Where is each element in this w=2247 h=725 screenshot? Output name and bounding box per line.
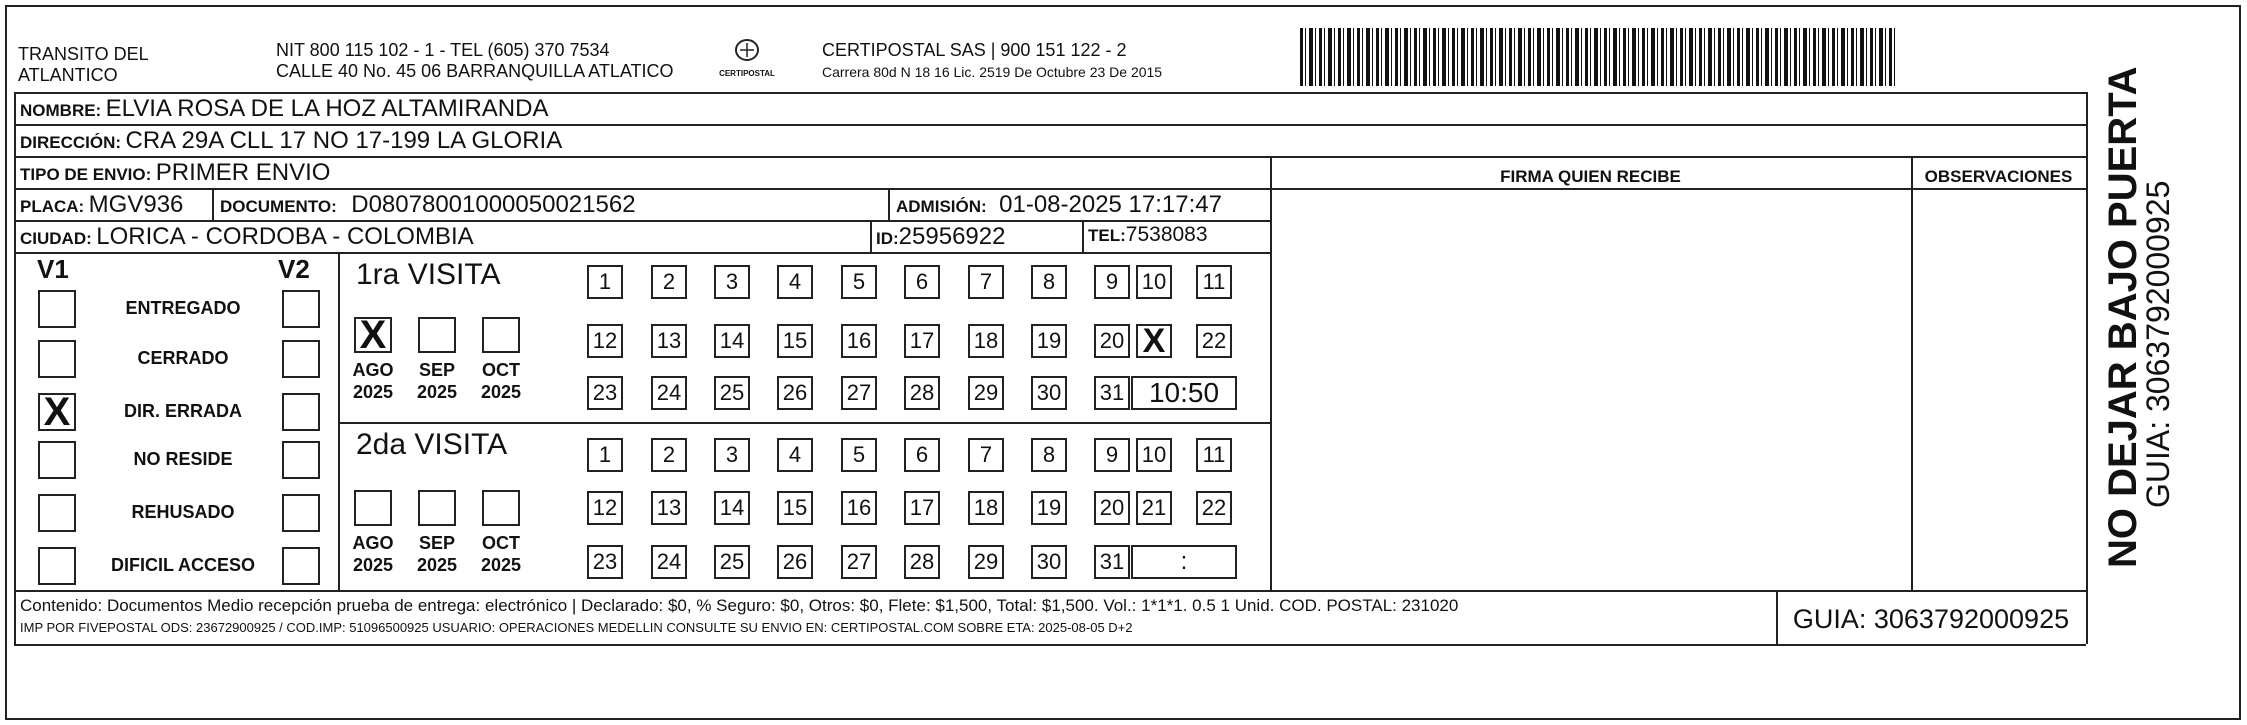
col-line-id [870,220,872,252]
first-visit-day-box[interactable]: 18 [968,324,1004,358]
second-visit-day-box[interactable]: 12 [587,491,623,525]
v2-checkbox[interactable] [282,494,320,532]
second-visit-day-box[interactable]: 16 [841,491,877,525]
documento-label: DOCUMENTO: [220,197,337,216]
month-label [407,359,467,403]
footer-imp: IMP POR FIVEPOSTAL ODS: 23672900925 / COD.IMP: 51096500925 USUARIO: OPERACIONES MEDELLIN CONSULTE SU ENVIO EN: CERTIPOSTAL.COM SOBRE ETA: 2025-08-05 D+2 [20,620,1133,635]
footer-contenido: Contenido: Documentos Medio recepción prueba de entrega: electrónico | Declarado: $0, % Seguro: $0, Otros: $0, Flete: $1,500, Total: $1,500. Vol.: 1*1*1. 0.5 1 Unid. COD. POSTAL: 231020 [20,596,1459,615]
month-label [471,359,531,403]
month-year: 2025 [416,555,458,575]
second-visit-day-box[interactable]: 4 [777,438,813,472]
row-line-top [14,92,2086,94]
first-visit-day-box[interactable]: 22 [1196,324,1232,358]
first-visit-day-box[interactable]: 15 [777,324,813,358]
placa-value: MGV936 [88,191,184,218]
nombre-row [20,95,548,123]
status-label: NO RESIDE [133,449,233,469]
v2-checkbox[interactable] [282,547,320,585]
tipo-envio-row [20,159,330,187]
month-year: 2025 [352,555,394,575]
v2-checkbox[interactable] [282,290,320,328]
tipo-envio-label: TIPO DE ENVIO: [20,165,152,184]
first-visit-day-box[interactable]: 10 [1136,265,1172,299]
v1-checkbox[interactable] [38,547,76,585]
second-visit-day-box[interactable]: 26 [777,545,813,579]
second-visit-day-box[interactable]: 14 [714,491,750,525]
v1-checkbox[interactable] [38,390,76,434]
second-visit-day-box[interactable]: 7 [968,438,1004,472]
first-visit-day-box[interactable]: 11 [1196,265,1232,299]
documento-value: D08078001000050021562 [351,191,636,218]
month-label [407,532,467,576]
second-visit-day-box[interactable]: 27 [841,545,877,579]
status-label: DIFICIL ACCESO [110,555,255,575]
id-label: ID: [876,229,899,248]
v2-header: V2 [278,254,310,284]
first-visit-day-box[interactable]: 26 [777,376,813,410]
second-visit-day-box[interactable]: 5 [841,438,877,472]
sender-line1: TRANSITO DEL [18,44,149,64]
month-label [343,532,403,576]
sender-line2: ATLANTICO [18,65,118,85]
second-visit-time-box[interactable]: : [1131,545,1237,579]
row-line [14,252,1270,254]
first-visit-title: 1ra VISITA [356,258,501,291]
col-line-firma [1270,156,1272,590]
v1-checkbox[interactable] [38,340,76,378]
v2-checkbox[interactable] [282,393,320,431]
month-name: AGO [352,533,394,553]
nombre-value: ELVIA ROSA DE LA HOZ ALTAMIRANDA [105,95,549,122]
second-visit-day-box[interactable]: 22 [1196,491,1232,525]
admision-label: ADMISIÓN: [896,197,987,216]
first-visit-day-box[interactable]: 20 [1094,324,1130,358]
direccion-row [20,127,562,155]
ciudad-value: LORICA - CORDOBA - COLOMBIA [96,223,474,250]
first-visit-month-checkbox[interactable] [354,313,392,357]
status-label: CERRADO [137,348,229,368]
first-visit-day-box[interactable]: 27 [841,376,877,410]
v2-checkbox[interactable] [282,441,320,479]
admision-value: 01-08-2025 17:17:47 [999,191,1222,218]
row-line [14,188,2086,190]
sender-block [18,44,149,86]
second-visit-day-box[interactable]: 23 [587,545,623,579]
second-visit-month-checkbox[interactable] [354,490,392,526]
first-visit-month-checkbox[interactable] [418,317,456,353]
first-visit-day-box[interactable]: 1 [587,265,623,299]
col-line-obs [1911,156,1913,590]
second-visit-day-box[interactable]: 3 [714,438,750,472]
first-visit-day-box[interactable]: 25 [714,376,750,410]
issuer-address: CALLE 40 No. 45 06 BARRANQUILLA ATLATICO [276,61,674,81]
row-line [14,156,2086,158]
barcode [1300,28,1895,86]
second-visit-day-box[interactable]: 1 [587,438,623,472]
status-label: REHUSADO [131,502,235,522]
first-visit-day-box[interactable]: 6 [904,265,940,299]
col-line-right [2086,92,2088,644]
second-visit-day-box[interactable]: 20 [1094,491,1130,525]
second-visit-day-box[interactable]: 6 [904,438,940,472]
status-label: DIR. ERRADA [123,401,242,421]
first-visit-day-box[interactable]: 17 [904,324,940,358]
first-visit-day-box[interactable]: 29 [968,376,1004,410]
month-year: 2025 [352,382,394,402]
second-visit-day-box[interactable]: 2 [651,438,687,472]
id-value: 25956922 [898,223,1006,250]
first-visit-day-box[interactable]: 4 [777,265,813,299]
issuer-block [276,40,674,82]
month-year: 2025 [416,382,458,402]
v1-checkbox[interactable] [38,441,76,479]
col-line-placa [212,188,214,220]
first-visit-day-box[interactable]: 8 [1031,265,1067,299]
first-visit-day-box[interactable]: 3 [714,265,750,299]
tel-value: 7538083 [1125,223,1208,246]
second-visit-day-box[interactable]: 9 [1094,438,1130,472]
col-line-left [14,92,16,644]
company-block [822,40,1162,80]
first-visit-day-box[interactable]: 30 [1031,376,1067,410]
nombre-label: NOMBRE: [20,101,102,120]
first-visit-day-box[interactable]: 5 [841,265,877,299]
month-label [343,359,403,403]
second-visit-day-box[interactable]: 31 [1094,545,1130,579]
v1-checkbox[interactable] [38,290,76,328]
direccion-label: DIRECCIÓN: [20,133,122,152]
first-visit-day-box[interactable]: 19 [1031,324,1067,358]
second-visit-day-box[interactable]: 24 [651,545,687,579]
second-visit-day-box[interactable]: 28 [904,545,940,579]
logo-text: CERTIPOSTAL [719,69,775,78]
first-visit-day-box[interactable]: 24 [651,376,687,410]
col-line-visits [338,252,340,590]
visit-divider [338,422,1270,424]
month-name: AGO [352,360,394,380]
month-name: SEP [418,533,456,553]
first-visit-day-box[interactable]: 9 [1094,265,1130,299]
firma-header: FIRMA QUIEN RECIBE [1500,167,1681,186]
first-visit-time-box[interactable]: 10:50 [1131,376,1237,410]
first-visit-day-box[interactable]: 14 [714,324,750,358]
first-visit-day-box[interactable]: 13 [651,324,687,358]
certipostal-logo [712,38,782,78]
tel-cell [1088,223,1208,247]
logo-emblem-icon [732,38,762,64]
checkmark-icon: X [43,390,71,434]
month-name: SEP [418,360,456,380]
second-visit-day-box[interactable]: 11 [1196,438,1232,472]
col-line-tel [1082,220,1084,252]
status-label: ENTREGADO [125,298,241,318]
first-visit-day-box[interactable] [1136,324,1172,358]
no-dejar-bajo-puerta: NO DEJAR BAJO PUERTA [2101,66,2145,568]
placa-label: PLACA: [20,197,85,216]
side-guia: GUIA: 3063792000925 [2140,180,2176,508]
first-visit-day-box[interactable]: 16 [841,324,877,358]
observaciones-header: OBSERVACIONES [1924,167,2073,186]
first-visit-day-box[interactable]: 12 [587,324,623,358]
month-name: OCT [482,360,520,380]
second-visit-day-box[interactable]: 8 [1031,438,1067,472]
first-visit-day-box[interactable]: 23 [587,376,623,410]
second-visit-day-box[interactable]: 17 [904,491,940,525]
v1-checkbox[interactable] [38,494,76,532]
license-line: Carrera 80d N 18 16 Lic. 2519 De Octubre 23 De 2015 [822,64,1163,80]
direccion-value: CRA 29A CLL 17 NO 17-199 LA GLORIA [125,127,563,154]
month-year: 2025 [480,382,522,402]
tel-label: TEL: [1088,226,1126,245]
footer-guia: GUIA: 3063792000925 [1792,604,2070,634]
month-year: 2025 [480,555,522,575]
second-visit-title: 2da VISITA [356,428,508,461]
nit-line: NIT 800 115 102 - 1 - TEL (605) 370 7534 [276,40,610,60]
second-visit-day-box[interactable]: 13 [651,491,687,525]
first-visit-day-box[interactable]: 2 [651,265,687,299]
tipo-envio-value: PRIMER ENVIO [155,159,331,186]
id-cell [876,223,1005,251]
first-visit-day-box[interactable]: 28 [904,376,940,410]
second-visit-day-box[interactable]: 10 [1136,438,1172,472]
admision-cell [896,191,1222,219]
second-visit-day-box[interactable]: 18 [968,491,1004,525]
second-visit-day-box[interactable]: 30 [1031,545,1067,579]
placa-cell [20,191,183,219]
first-visit-day-box[interactable]: 7 [968,265,1004,299]
second-visit-day-box[interactable]: 25 [714,545,750,579]
first-visit-month-checkbox[interactable] [482,317,520,353]
month-name: OCT [482,533,520,553]
v1-header: V1 [37,254,69,284]
row-line [14,124,2086,126]
second-visit-day-box[interactable]: 19 [1031,491,1067,525]
day-cross-icon: X [1142,322,1166,360]
second-visit-month-checkbox[interactable] [418,490,456,526]
second-visit-day-box[interactable]: 29 [968,545,1004,579]
col-line-admision [888,188,890,220]
second-visit-month-checkbox[interactable] [482,490,520,526]
v2-checkbox[interactable] [282,340,320,378]
footer-bottom-line [14,644,2086,646]
second-visit-day-box[interactable]: 15 [777,491,813,525]
documento-cell [220,191,636,219]
checkmark-icon: X [359,313,387,357]
ciudad-label: CIUDAD: [20,229,92,248]
second-visit-day-box[interactable]: 21 [1136,491,1172,525]
company-line: CERTIPOSTAL SAS | 900 151 122 - 2 [822,40,1127,60]
first-visit-day-box[interactable]: 31 [1094,376,1130,410]
month-label [471,532,531,576]
ciudad-cell [20,223,474,251]
